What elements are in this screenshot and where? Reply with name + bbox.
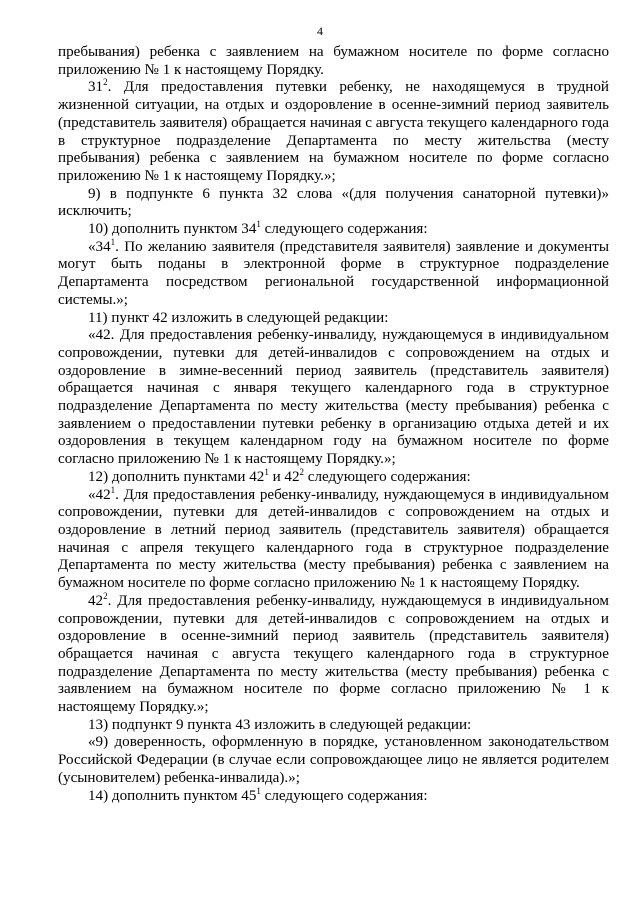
paragraph-text: . Для предоставления ребенку-инвалиду, нуждающемуся в индивидуальном сопровождении, путевки для детей-инвалидов с сопровождением на отдых и оздоровление в летний период заявитель (представитель заявителя) обращается начиная с апреля текущего календарного года в структурное подразделение Департамента по месту жительства (месту пребывания) ребенка с заявлением на бумажном носителе по форме согласно приложению № 1 к настоящему Порядку.	[58, 486, 609, 592]
paragraph-text: и 42	[268, 468, 300, 485]
paragraph-p-42-1	[58, 484, 609, 593]
paragraph-p-item-11	[58, 310, 609, 328]
paragraph-p-31-2	[58, 79, 609, 185]
superscript-index: 2	[103, 590, 108, 601]
paragraph-text: 12) дополнить пунктами 42	[88, 468, 265, 485]
superscript-index: 1	[264, 466, 269, 477]
paragraph-text: «34	[88, 238, 111, 255]
paragraph-text: «9) доверенность, оформленную в порядке, установленном законодательством Российской Федерации (в случае если сопровождающее лицо не является родителем (усыновителем) ребенка-инвалида).»;	[58, 734, 609, 786]
paragraph-p-item-10	[58, 221, 609, 239]
paragraph-p-42	[58, 327, 609, 469]
paragraph-p-34-1	[58, 236, 609, 310]
document-body	[58, 44, 609, 805]
paragraph-text: 11) пункт 42 изложить в следующей редакции:	[88, 309, 389, 326]
paragraph-text: «42. Для предоставления ребенку-инвалиду, нуждающемуся в индивидуальном сопровождении, путевки для детей-инвалидов с сопровождением на отдых и оздоровление в зимне-весенний период заявитель (представитель заявителя) обращается начиная с января текущего календарного года в структурное подразделение Департамента по месту жительства (месту пребывания) ребенка с заявлением о предоставлении путевки ребенку в организацию отдыха детей и их оздоровления в текущем календарном году на бумажном носителе по форме согласно приложению № 1 к настоящему Порядку.»;	[58, 327, 609, 468]
paragraph-text: . Для предоставления ребенку-инвалиду, нуждающемуся в индивидуальном сопровождении, путевки для детей-инвалидов с сопровождением на отдых и оздоровление в осенне-зимний период заявитель (представитель заявителя) обращается начиная с августа текущего календарного года в структурное подразделение Департамента по месту жительства (месту пребывания) ребенка с заявлением на бумажном носителе по форме согласно приложению № 1 к настоящему Порядку.»;	[58, 592, 609, 716]
paragraph-p-cont-31-1	[58, 44, 609, 79]
paragraph-text: 31	[88, 79, 104, 96]
paragraph-text: «42	[88, 486, 111, 503]
paragraph-p-item-14	[58, 785, 609, 806]
paragraph-text: . По желанию заявителя (представителя заявителя) заявление и документы могут быть поданы в электронной форме в структурное подразделение Департамента посредством региональной государственной информационной системы.»;	[58, 238, 609, 308]
superscript-index: 1	[110, 484, 116, 495]
paragraph-p-43-9	[58, 734, 609, 787]
paragraph-text: 13) подпункт 9 пункта 43 изложить в следующей редакции:	[88, 716, 472, 733]
paragraph-text: . Для предоставления путевки ребенку, не находящемуся в трудной жизненной ситуации, на отдых и оздоровление в осенне-зимний период заявитель (представитель заявителя) обращается начиная с августа текущего календарного года в структурное подразделение Департамента по месту жительства (месту пребывания) ребенка с заявлением на бумажном носителе по форме согласно приложению № 1 к настоящему Порядку.»;	[58, 79, 609, 184]
paragraph-text: 14) дополнить пунктом 45	[88, 787, 257, 804]
paragraph-text: следующего содержания:	[260, 221, 428, 238]
superscript-index: 1	[256, 219, 261, 230]
paragraph-text: 9) в подпункте 6 пункта 32 слова «(для получения санаторной путевки)» исключить;	[58, 185, 609, 220]
paragraph-text: 10) дополнить пунктом 34	[88, 221, 257, 238]
paragraph-p-42-2	[58, 590, 609, 717]
paragraph-p-item-9	[58, 186, 609, 221]
paragraph-p-item-13	[58, 717, 609, 735]
superscript-index: 1	[110, 236, 116, 247]
superscript-index: 2	[299, 466, 305, 477]
paragraph-text: 42	[88, 592, 104, 609]
superscript-index: 1	[256, 785, 261, 796]
paragraph-p-item-12	[58, 466, 609, 487]
paragraph-text: следующего содержания:	[260, 787, 428, 804]
paragraph-text: пребывания) ребенка с заявлением на бумажном носителе по форме согласно приложению № 1 к настоящему Порядку.	[58, 44, 609, 78]
page-number: 4	[317, 24, 323, 38]
paragraph-text: следующего содержания:	[304, 468, 471, 485]
superscript-index: 2	[103, 77, 108, 88]
